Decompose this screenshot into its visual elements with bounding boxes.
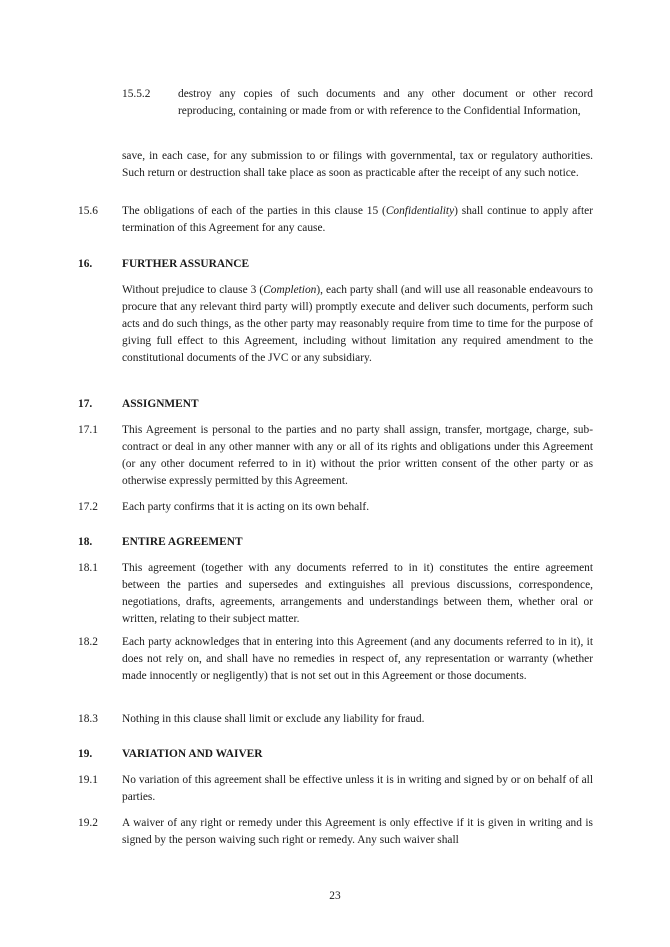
section-heading: VARIATION AND WAIVER bbox=[122, 748, 263, 760]
clause-text: No variation of this agreement shall be effective unless it is in writing and signed by or on behalf of all parties. bbox=[122, 774, 593, 803]
section-heading: ASSIGNMENT bbox=[122, 398, 199, 410]
clause-text: Nothing in this clause shall limit or exclude any liability for fraud. bbox=[122, 713, 425, 725]
clause-number: 17.2 bbox=[78, 501, 98, 513]
section-number: 18. bbox=[78, 536, 93, 548]
page-number: 23 bbox=[329, 890, 341, 902]
clause-text: A waiver of any right or remedy under this Agreement is only effective if it is given in writing and is signed by the person waiving such right or remedy. Any such waiver shall bbox=[122, 817, 593, 846]
clause-number: 18.1 bbox=[78, 562, 98, 574]
section-number: 17. bbox=[78, 398, 93, 410]
defined-term: Completion bbox=[263, 284, 317, 296]
defined-term: Confidentiality bbox=[385, 205, 455, 217]
clause-number: 15.6 bbox=[78, 205, 98, 217]
clause-number: 19.2 bbox=[78, 817, 98, 829]
clause-text: This agreement (together with any documents referred to in it) constitutes the entire agreement between the parties and supersedes and extinguishes all previous discussions, correspondence, negotiations, drafts, agreements, arrangements and understandings between them, whether oral or written, relating to their subject matter. bbox=[122, 562, 593, 625]
clause-number: 18.2 bbox=[78, 636, 98, 648]
section-number: 16. bbox=[78, 258, 93, 270]
section-number: 19. bbox=[78, 748, 93, 760]
clause-text: destroy any copies of such documents and any other document or other record reproducing, containing or made from or with reference to the Confidential Information, bbox=[178, 88, 593, 117]
clause-number: 17.1 bbox=[78, 424, 98, 436]
clause-text: This Agreement is personal to the parties and no party shall assign, transfer, mortgage, charge, sub-contract or deal in any other manner with any or all of its rights and obligations under this Agreement (or any other document referred to in it) without the prior written consent of the other party or as otherwise expressly permitted by this Agreement. bbox=[122, 424, 593, 487]
section-heading: ENTIRE AGREEMENT bbox=[122, 536, 243, 548]
clause-text: Without prejudice to clause 3 (Completion), each party shall (and will use all reasonable endeavours to procure that any relevant third party will) promptly execute and deliver such documents, perform such acts and do such things, as the other party may reasonably require from time to time for the purpose of giving full effect to this Agreement, including without limitation any required amendment to the constitutional documents of the JVC or any subsidiary. bbox=[122, 284, 594, 364]
clause-number: 15.5.2 bbox=[122, 88, 151, 100]
clause-text: Each party confirms that it is acting on its own behalf. bbox=[122, 501, 370, 513]
clause-number: 18.3 bbox=[78, 713, 98, 725]
clause-number: 19.1 bbox=[78, 774, 98, 786]
clause-text: The obligations of each of the parties in this clause 15 (Confidentiality) shall continue to apply after termination of this Agreement for any cause. bbox=[122, 205, 593, 234]
save-paragraph: save, in each case, for any submission to or filings with governmental, tax or regulatory authorities. Such return or destruction shall take place as soon as practicable after the receipt of any such notice. bbox=[122, 150, 593, 179]
clause-text: Each party acknowledges that in entering into this Agreement (and any documents referred to in it), it does not rely on, and shall have no remedies in respect of, any representation or warranty (whether made innocently or negligently) that is not set out in this Agreement or those documents. bbox=[122, 636, 593, 682]
section-heading: FURTHER ASSURANCE bbox=[122, 258, 250, 270]
